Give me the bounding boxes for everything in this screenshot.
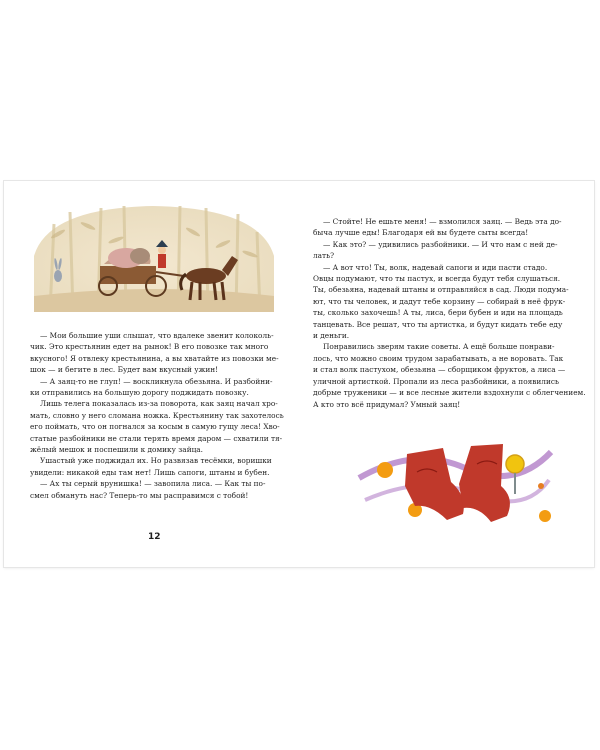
paragraph: — Стойте! Не ешьте меня! — взмолился заяц. — Ведь эта до- быча лучше еды! Благодаря ей вы будете сыты всегда! (313, 217, 562, 238)
paragraph: Понравились зверям такие советы. А ещё больше понрави- лось, что можно своим трудом зарабатывать, а не воровать. Так и стал волк пастухом, обезьяна — сборщиком фруктов, а лиса — уличной артисткой. Пропали из леса разбойники, а появились добрые труженики — и все лесные жители вздохнули с облегчением. А кто это всё придумал? Умный заяц! (313, 342, 586, 409)
left-page (4, 181, 299, 567)
paragraph: Лишь телега показалась из-за поворота, как заяц начал хро- мать, словно у него сломана ножка. Крестьянину так захотелось его поймать, что он погнался за косым в самую гущу леса! Хво- статые разбойники не стали терять время даром — схватили тя- жёлый мешок и поспешили к домику зайца. (30, 399, 284, 455)
paragraph: Ушастый уже поджидал их. Но развязав тесёмки, воришки увидели: никакой еды там нет! Лишь сапоги, штаны и бубен. (30, 456, 272, 477)
left-page-text (30, 330, 284, 501)
right-page (299, 181, 594, 567)
book-spread (4, 181, 594, 567)
paragraph: — Ах ты серый врунишка! — завопила лиса. — Как ты по- смел обмануть нас? Теперь-то мы расправимся с тобой! (30, 479, 266, 500)
boots-illustration (355, 424, 555, 534)
cart-illustration (28, 204, 278, 314)
paragraph: — А заяц-то не глуп! — воскликнула обезьяна. И разбойни- ки отправились на большую дорогу поджидать повозку. (30, 376, 273, 398)
paragraph: — Мои большие уши слышат, что вдалеке звенит колоколь- чик. Это крестьянин едет на рынок! В его повозке так много вкусного! Я отвлеку крестьянина, а вы хватайте из повозки ме- шок — и бегите в лес. Будет вам вкусный ужин! (30, 331, 279, 375)
right-page-text (313, 216, 586, 410)
paragraph: — А вот что! Ты, волк, надевай сапоги и иди пасти стадо. Овцы подумают, что ты пастух, и всегда будут тебя слушаться. Ты, обезьяна, надевай штаны и отправляйся в сад. Люди подума- ют, что ты человек, и дадут тебе корзину — собирай в неё фрук- ты, сколько захочешь! А ты, лиса, бери бубен и иди на площадь танцевать. Все решат, что ты артистка, и будут кидать тебе еду и деньги. (313, 262, 569, 341)
page-number: 12 (148, 532, 161, 542)
paragraph: — Как это? — удивились разбойники. — И что нам с ней де- лать? (313, 239, 558, 261)
